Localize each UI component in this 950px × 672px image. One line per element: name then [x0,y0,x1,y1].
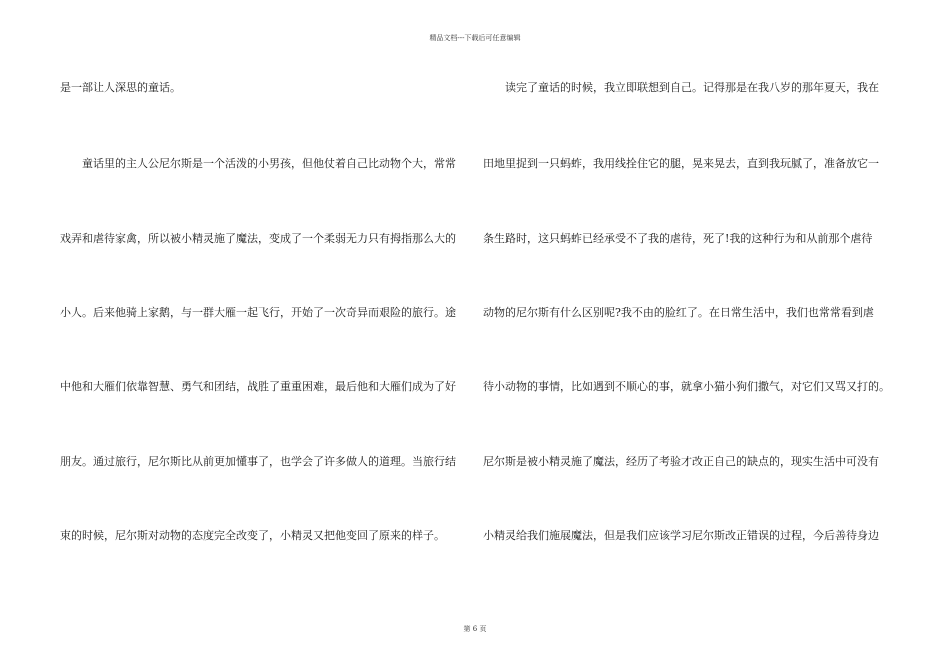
paragraph-line: 小人。后来他骑上家鹅，与一群大雁一起飞行，开始了一次奇异而艰险的旅行。途 [60,306,456,319]
paragraph-line: 动物的尼尔斯有什么区别呢?我不由的脸红了。在日常生活中，我们也常常看到虐 [483,306,874,319]
paragraph-line: 尼尔斯是被小精灵施了魔法，经历了考验才改正自己的缺点的，现实生活中可没有 [483,455,879,468]
paragraph-line: 条生路时，这只蚂蚱已经承受不了我的虐待，死了!我的这种行为和从前那个虐待 [483,232,873,245]
paragraph-line: 待小动物的事情，比如遇到不顺心的事，就拿小猫小狗们撒气，对它们又骂又打的。 [483,380,890,393]
paragraph-line: 中他和大雁们依靠智慧、勇气和团结，战胜了重重困难，最后他和大雁们成为了好 [60,380,456,393]
page-number: 第 6 页 [463,625,487,633]
paragraph-line: 束的时候，尼尔斯对动物的态度完全改变了，小精灵又把他变回了原来的样子。 [60,529,445,542]
paragraph-line: 是一部让人深思的童话。 [60,81,181,94]
paragraph-line: 童话里的主人公尼尔斯是一个活泼的小男孩，但他仗着自己比动物个大，常常 [60,157,456,170]
paragraph-line: 戏弄和虐待家禽，所以被小精灵施了魔法，变成了一个柔弱无力只有拇指那么大的 [60,232,456,245]
paragraph-line: 朋友。通过旅行，尼尔斯比从前更加懂事了，也学会了许多做人的道理。当旅行结 [60,455,456,468]
paragraph-line: 田地里捉到一只蚂蚱，我用线拴住它的腿，晃来晃去，直到我玩腻了，准备放它一 [483,157,879,170]
page-header: 精品文档---下载后可任意编辑 [429,34,521,42]
paragraph-line: 小精灵给我们施展魔法，但是我们应该学习尼尔斯改正错误的过程，今后善待身边 [483,529,879,542]
paragraph-line: 读完了童话的时候，我立即联想到自己。记得那是在我八岁的那年夏天，我在 [483,81,879,94]
right-text-column [483,0,893,672]
left-text-column [60,0,470,672]
